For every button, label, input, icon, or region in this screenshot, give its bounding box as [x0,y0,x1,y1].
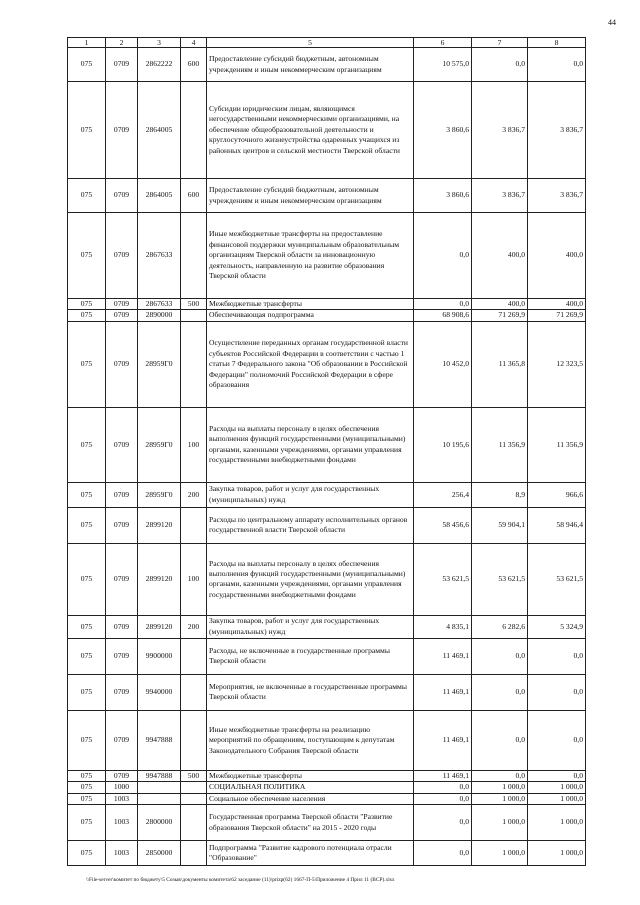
expense-type-code [181,674,207,710]
row-description: Государственная программа Тверской области "Развитие образования Тверской области" на 2015 - 2020 годы [207,805,414,841]
ministry-code: 075 [68,710,106,770]
article-code: 28959Г0 [138,321,181,407]
table-row [68,310,586,321]
column-header: 2 [106,38,138,48]
table-row [68,770,586,781]
table-header-row [68,38,586,48]
amount-col6: 0,0 [414,805,472,841]
expense-type-code [181,638,207,674]
amount-col8: 0,0 [528,674,586,710]
column-header: 3 [138,38,181,48]
amount-col6: 256,4 [414,482,472,507]
file-path-footer: \\File-server\комитет по бюджету\5 Созыв\документы комитета\62 заседание (11)\prizp(62) 1667-П-5\Приложение 4 Прил 11 (ВСР).xlsx [86,877,395,883]
amount-col7: 11 356,9 [472,407,528,482]
ministry-code: 075 [68,674,106,710]
row-description: Расходы, не включенные в государственные программы Тверской области [207,638,414,674]
row-description: Предоставление субсидий бюджетным, автономным учреждениям и иным некоммерческим организациям [207,48,414,82]
section-code: 0709 [106,48,138,82]
article-code: 2864005 [138,179,181,213]
ministry-code: 075 [68,213,106,299]
expense-type-code [181,321,207,407]
article-code [138,782,181,793]
amount-col6: 11 469,1 [414,674,472,710]
amount-col7: 0,0 [472,674,528,710]
expense-type-code [181,82,207,179]
amount-col7: 3 836,7 [472,179,528,213]
table-row [68,482,586,507]
amount-col8: 1 000,0 [528,782,586,793]
amount-col7: 6 282,6 [472,615,528,638]
article-code: 9940000 [138,674,181,710]
row-description: Иные межбюджетные трансферты на предоставление финансовой поддержки муниципальным образовательным организациям Тверской области за инновационную деятельность, направленную на развитие образования Тверской области [207,213,414,299]
row-description: Межбюджетные трансферты [207,770,414,781]
section-code: 1003 [106,793,138,804]
table-row [68,213,586,299]
amount-col8: 0,0 [528,48,586,82]
amount-col6: 3 860,6 [414,179,472,213]
article-code: 2862222 [138,48,181,82]
row-description: Предоставление субсидий бюджетным, автономным учреждениям и иным некоммерческим организациям [207,179,414,213]
section-code: 0709 [106,299,138,310]
amount-col7: 0,0 [472,770,528,781]
article-code: 28959Г0 [138,482,181,507]
amount-col6: 3 860,6 [414,82,472,179]
amount-col8: 0,0 [528,638,586,674]
amount-col8: 3 836,7 [528,82,586,179]
table-row [68,82,586,179]
amount-col8: 5 324,9 [528,615,586,638]
table-row [68,782,586,793]
row-description: Расходы по центральному аппарату исполнительных органов государственной власти Тверской области [207,507,414,543]
ministry-code: 075 [68,782,106,793]
amount-col8: 53 621,5 [528,543,586,615]
row-description: Расходы на выплаты персоналу в целях обеспечения выполнения функций государственными (муниципальными) органами, казенными учреждениями, органами управления государственными внебюджетными фондами [207,543,414,615]
section-code: 1000 [106,782,138,793]
column-header: 8 [528,38,586,48]
table-row [68,543,586,615]
table-row [68,507,586,543]
section-code: 0709 [106,321,138,407]
expense-type-code [181,507,207,543]
article-code: 9947888 [138,710,181,770]
article-code: 28959Г0 [138,407,181,482]
amount-col8: 400,0 [528,213,586,299]
table-row [68,805,586,841]
column-header: 5 [207,38,414,48]
row-description: Межбюджетные трансферты [207,299,414,310]
article-code: 2899120 [138,615,181,638]
table-row [68,674,586,710]
expense-type-code: 600 [181,48,207,82]
article-code: 2864005 [138,82,181,179]
ministry-code: 075 [68,407,106,482]
table-row [68,407,586,482]
amount-col7: 0,0 [472,48,528,82]
amount-col6: 68 908,6 [414,310,472,321]
table-row [68,179,586,213]
ministry-code: 075 [68,48,106,82]
ministry-code: 075 [68,793,106,804]
column-header: 1 [68,38,106,48]
row-description: Социальное обеспечение населения [207,793,414,804]
section-code: 0709 [106,179,138,213]
ministry-code: 075 [68,482,106,507]
section-code: 0709 [106,710,138,770]
expense-type-code [181,805,207,841]
expense-type-code [181,213,207,299]
row-description: Осуществление переданных органам государственной власти субъектов Российской Федерации в соответствии с частью 1 статьи 7 Федерального закона "Об образовании в Российской Федерации" полномочий Российской Федерации в сфере образования [207,321,414,407]
amount-col7: 71 269,9 [472,310,528,321]
section-code: 0709 [106,213,138,299]
amount-col7: 3 836,7 [472,82,528,179]
row-description: Закупка товаров, работ и услуг для государственных (муниципальных) нужд [207,482,414,507]
row-description: Расходы на выплаты персоналу в целях обеспечения выполнения функций государственными (муниципальными) органами, казенными учреждениями, органами управления государственными внебюджетными фондами [207,407,414,482]
table-row [68,48,586,82]
column-header: 4 [181,38,207,48]
expense-type-code: 200 [181,482,207,507]
column-header: 6 [414,38,472,48]
amount-col8: 400,0 [528,299,586,310]
amount-col6: 0,0 [414,299,472,310]
amount-col6: 11 469,1 [414,710,472,770]
amount-col6: 4 835,1 [414,615,472,638]
section-code: 1003 [106,805,138,841]
amount-col6: 0,0 [414,841,472,866]
row-description: Подпрограмма "Развитие кадрового потенциала отрасли "Образование" [207,841,414,866]
article-code: 2867633 [138,299,181,310]
ministry-code: 075 [68,770,106,781]
expense-type-code: 600 [181,179,207,213]
expense-type-code [181,310,207,321]
amount-col8: 0,0 [528,770,586,781]
amount-col6: 0,0 [414,782,472,793]
ministry-code: 075 [68,310,106,321]
ministry-code: 075 [68,507,106,543]
amount-col7: 1 000,0 [472,793,528,804]
row-description: Обеспечивающая подпрограмма [207,310,414,321]
article-code: 9947888 [138,770,181,781]
budget-table [67,37,586,866]
expense-type-code: 500 [181,299,207,310]
amount-col7: 59 904,1 [472,507,528,543]
article-code: 9900000 [138,638,181,674]
amount-col6: 53 621,5 [414,543,472,615]
ministry-code: 075 [68,82,106,179]
amount-col7: 0,0 [472,638,528,674]
amount-col6: 0,0 [414,793,472,804]
table-row [68,299,586,310]
section-code: 0709 [106,638,138,674]
row-description: Закупка товаров, работ и услуг для государственных (муниципальных) нужд [207,615,414,638]
ministry-code: 075 [68,638,106,674]
section-code: 0709 [106,770,138,781]
amount-col6: 11 469,1 [414,638,472,674]
amount-col7: 400,0 [472,299,528,310]
amount-col8: 12 323,5 [528,321,586,407]
article-code: 2800000 [138,805,181,841]
amount-col8: 1 000,0 [528,793,586,804]
amount-col7: 0,0 [472,710,528,770]
row-description: СОЦИАЛЬНАЯ ПОЛИТИКА [207,782,414,793]
amount-col8: 1 000,0 [528,805,586,841]
amount-col7: 11 365,8 [472,321,528,407]
ministry-code: 075 [68,543,106,615]
amount-col6: 58 456,6 [414,507,472,543]
amount-col6: 0,0 [414,213,472,299]
amount-col8: 1 000,0 [528,841,586,866]
expense-type-code [181,793,207,804]
section-code: 0709 [106,407,138,482]
section-code: 0709 [106,543,138,615]
table-row [68,638,586,674]
row-description: Мероприятия, не включенные в государственные программы Тверской области [207,674,414,710]
expense-type-code: 500 [181,770,207,781]
section-code: 0709 [106,507,138,543]
row-description: Субсидии юридическим лицам, являющимся негосударственными некоммерческими организациями, на обеспечение общеобразовательной деятельности и круглосуточного жизнеустройства одаренных учащихся из районных центров и сельской местности Тверской области [207,82,414,179]
expense-type-code: 100 [181,543,207,615]
amount-col7: 1 000,0 [472,782,528,793]
expense-type-code [181,782,207,793]
section-code: 0709 [106,674,138,710]
row-description: Иные межбюджетные трансферты на реализацию мероприятий по обращениям, поступающим к депутатам Законодательного Собрания Тверской области [207,710,414,770]
amount-col8: 966,6 [528,482,586,507]
article-code [138,793,181,804]
ministry-code: 075 [68,805,106,841]
table-row [68,710,586,770]
ministry-code: 075 [68,179,106,213]
article-code: 2899120 [138,507,181,543]
expense-type-code: 200 [181,615,207,638]
article-code: 2867633 [138,213,181,299]
ministry-code: 075 [68,615,106,638]
section-code: 0709 [106,482,138,507]
page-number: 44 [608,18,616,27]
ministry-code: 075 [68,841,106,866]
table-row [68,793,586,804]
amount-col8: 71 269,9 [528,310,586,321]
amount-col7: 400,0 [472,213,528,299]
table-row [68,321,586,407]
amount-col6: 10 195,6 [414,407,472,482]
article-code: 2899120 [138,543,181,615]
expense-type-code: 100 [181,407,207,482]
section-code: 0709 [106,615,138,638]
section-code: 1003 [106,841,138,866]
amount-col8: 0,0 [528,710,586,770]
amount-col7: 1 000,0 [472,841,528,866]
amount-col6: 10 575,0 [414,48,472,82]
section-code: 0709 [106,310,138,321]
amount-col8: 3 836,7 [528,179,586,213]
article-code: 2850000 [138,841,181,866]
amount-col6: 10 452,0 [414,321,472,407]
amount-col8: 11 356,9 [528,407,586,482]
table-row [68,615,586,638]
column-header: 7 [472,38,528,48]
section-code: 0709 [106,82,138,179]
ministry-code: 075 [68,321,106,407]
amount-col6: 11 469,1 [414,770,472,781]
ministry-code: 075 [68,299,106,310]
expense-type-code [181,841,207,866]
amount-col7: 53 621,5 [472,543,528,615]
table-row [68,841,586,866]
amount-col7: 1 000,0 [472,805,528,841]
article-code: 2890000 [138,310,181,321]
amount-col7: 8,9 [472,482,528,507]
amount-col8: 58 946,4 [528,507,586,543]
expense-type-code [181,710,207,770]
